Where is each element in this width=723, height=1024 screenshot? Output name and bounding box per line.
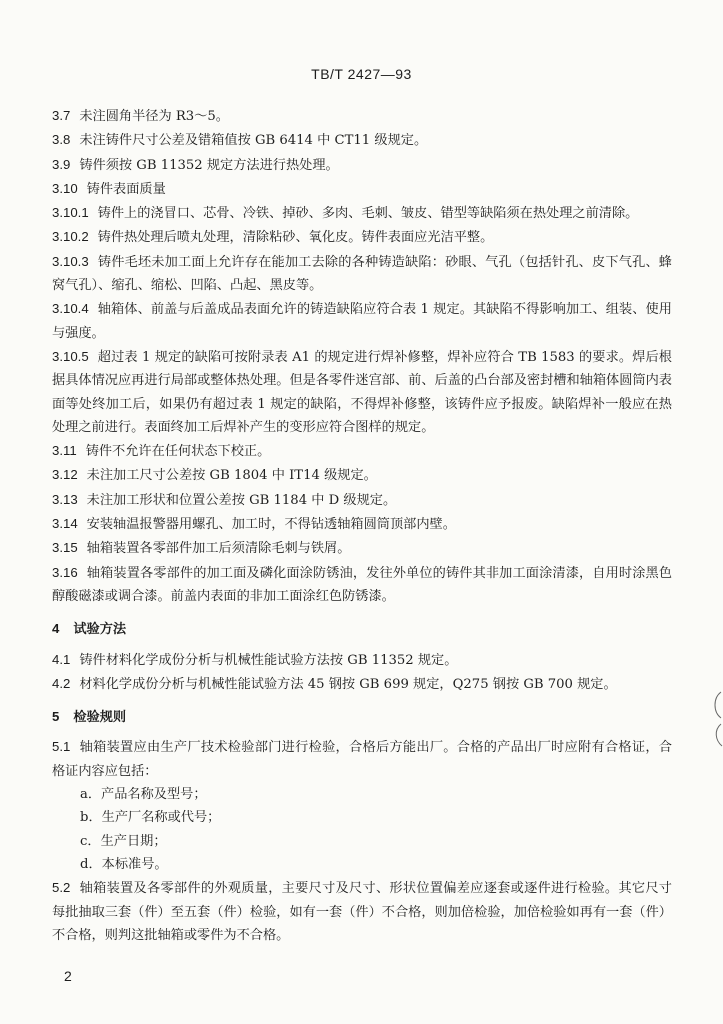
clause-text: 铸件热处理后喷丸处理，清除粘砂、氧化皮。铸件表面应光洁平整。 — [97, 230, 494, 246]
clause-number: 3.16 — [52, 564, 78, 580]
clause-5-2 — [52, 876, 672, 947]
clause-3-10-1 — [52, 201, 672, 225]
clause-text: 超过表 1 规定的缺陷可按附录表 A1 的规定进行焊补修整，焊补应符合 TB 1583 的要求。焊后根据具体情况应再进行局部或整体热处理。但是各零件迷宫部、前、后盖的凸台部及密封槽和轴箱体圆筒内表面等处终加工后，如果仍有超过表 1 规定的缺陷，不得焊补修整，该铸件应予报废。缺陷焊补一般应在热处理之前进行。表面终加工后焊补产生的变形应符合图样的规定。 — [52, 349, 672, 435]
document-body — [52, 104, 672, 947]
clause-text: 铸件毛坯未加工面上允许存在能加工去除的各种铸造缺陷：砂眼、气孔（包括针孔、皮下气孔、蜂窝气孔）、缩孔、缩松、凹陷、凸起、黑皮等。 — [52, 254, 672, 294]
clause-text: 未注加工尺寸公差按 GB 1804 中 IT14 级规定。 — [86, 468, 377, 484]
clause-3-13 — [52, 488, 672, 512]
clause-text: 未注圆角半径为 R3～5。 — [79, 109, 229, 124]
clause-text: 轴箱装置各零部件加工后须清除毛刺与铁屑。 — [86, 541, 351, 557]
clause-text: 轴箱体、前盖与后盖成品表面允许的铸造缺陷应符合表 1 规定。其缺陷不得影响加工、组装、使用与强度。 — [52, 302, 672, 341]
clause-text: 轴箱装置及各零部件的外观质量，主要尺寸及尺寸、形状位置偏差应逐套或逐件进行检验。其它尺寸每批抽取三套（件）至五套（件）检验，如有一套（件）不合格，则加倍检验，加倍检验如再有一套（件）不合格，则判这批轴箱或零件为不合格。 — [52, 881, 672, 943]
clause-text: 铸件不允许在任何状态下校正。 — [85, 444, 271, 460]
clause-number: 3.12 — [52, 467, 78, 483]
list-item: a．产品名称及型号； — [80, 787, 207, 803]
clause-text: 材料化学成份分析与机械性能试验方法 45 钢按 GB 699 规定，Q275 钢按 GB 700 规定。 — [79, 676, 617, 692]
section-number: 5 — [52, 709, 60, 725]
section-number: 4 — [52, 621, 60, 637]
clause-number: 3.10.2 — [52, 229, 89, 245]
clause-3-10-2 — [52, 225, 672, 249]
clause-4-2 — [52, 672, 672, 696]
clause-3-10-4 — [52, 297, 672, 345]
section-title: 试验方法 — [73, 621, 127, 637]
standard-number-header: TB/T 2427—93 — [311, 66, 412, 82]
clause-text: 轴箱装置应由生产厂技术检验部门进行检验，合格后方能出厂。合格的产品出厂时应附有合格证，合格证内容应包括： — [52, 740, 672, 779]
clause-number: 5.1 — [52, 739, 71, 755]
clause-3-10-3 — [52, 250, 672, 298]
clause-3-15 — [52, 536, 672, 560]
page-number: 2 — [64, 968, 72, 984]
clause-3-7 — [52, 104, 672, 128]
clause-3-8 — [52, 128, 672, 152]
clause-3-10 — [52, 177, 672, 201]
clause-3-16 — [52, 561, 672, 609]
clause-number: 3.8 — [52, 132, 71, 148]
clause-3-10-5 — [52, 345, 672, 439]
clause-text: 铸件上的浇冒口、芯骨、冷铁、掉砂、多肉、毛刺、皱皮、错型等缺陷须在热处理之前清除。 — [97, 206, 639, 222]
section-title: 检验规则 — [73, 709, 127, 725]
clause-number: 4.1 — [52, 651, 71, 667]
clause-text: 铸件须按 GB 11352 规定方法进行热处理。 — [79, 157, 339, 173]
clause-3-9 — [52, 153, 672, 177]
clause-3-12 — [52, 463, 672, 487]
list-item: b．生产厂名称或代号； — [80, 810, 221, 826]
clause-text: 安装轴温报警器用螺孔、加工时，不得钻透轴箱圆筒顶部内壁。 — [86, 517, 456, 533]
clause-number: 3.11 — [52, 443, 77, 459]
clause-number: 3.13 — [52, 491, 78, 507]
clause-number: 3.10.3 — [52, 253, 89, 269]
clause-number: 3.14 — [52, 516, 78, 532]
section-heading-4 — [52, 617, 672, 640]
clause-text: 未注铸件尺寸公差及错箱值按 GB 6414 中 CT11 级规定。 — [79, 133, 428, 149]
clause-number: 5.2 — [52, 880, 71, 896]
clause-5-1 — [52, 735, 672, 783]
clause-3-11 — [52, 439, 672, 463]
clause-text: 未注加工形状和位置公差按 GB 1184 中 D 级规定。 — [86, 492, 397, 508]
clause-3-14 — [52, 512, 672, 536]
clause-number: 3.10.5 — [52, 348, 89, 364]
clause-number: 3.10.4 — [52, 301, 89, 317]
clause-text: 铸件材料化学成份分析与机械性能试验方法按 GB 11352 规定。 — [79, 652, 458, 668]
clause-number: 3.9 — [52, 156, 71, 172]
clause-number: 3.10.1 — [52, 205, 89, 221]
clause-number: 3.10 — [52, 180, 78, 196]
clause-text: 轴箱装置各零部件的加工面及磷化面涂防锈油，发往外单位的铸件其非加工面涂清漆，自用时涂黑色醇酸磁漆或调合漆。前盖内表面的非加工面涂红色防锈漆。 — [52, 565, 672, 604]
list-item: c．生产日期； — [80, 833, 167, 849]
clause-number: 3.15 — [52, 540, 78, 556]
clause-number: 4.2 — [52, 675, 71, 691]
clause-text: 铸件表面质量 — [86, 181, 166, 197]
clause-number: 3.7 — [52, 108, 71, 123]
section-heading-5 — [52, 705, 672, 728]
list-item: d．本标准号。 — [80, 856, 168, 872]
scan-edge-mark — [709, 690, 723, 750]
clause-4-1 — [52, 648, 672, 672]
